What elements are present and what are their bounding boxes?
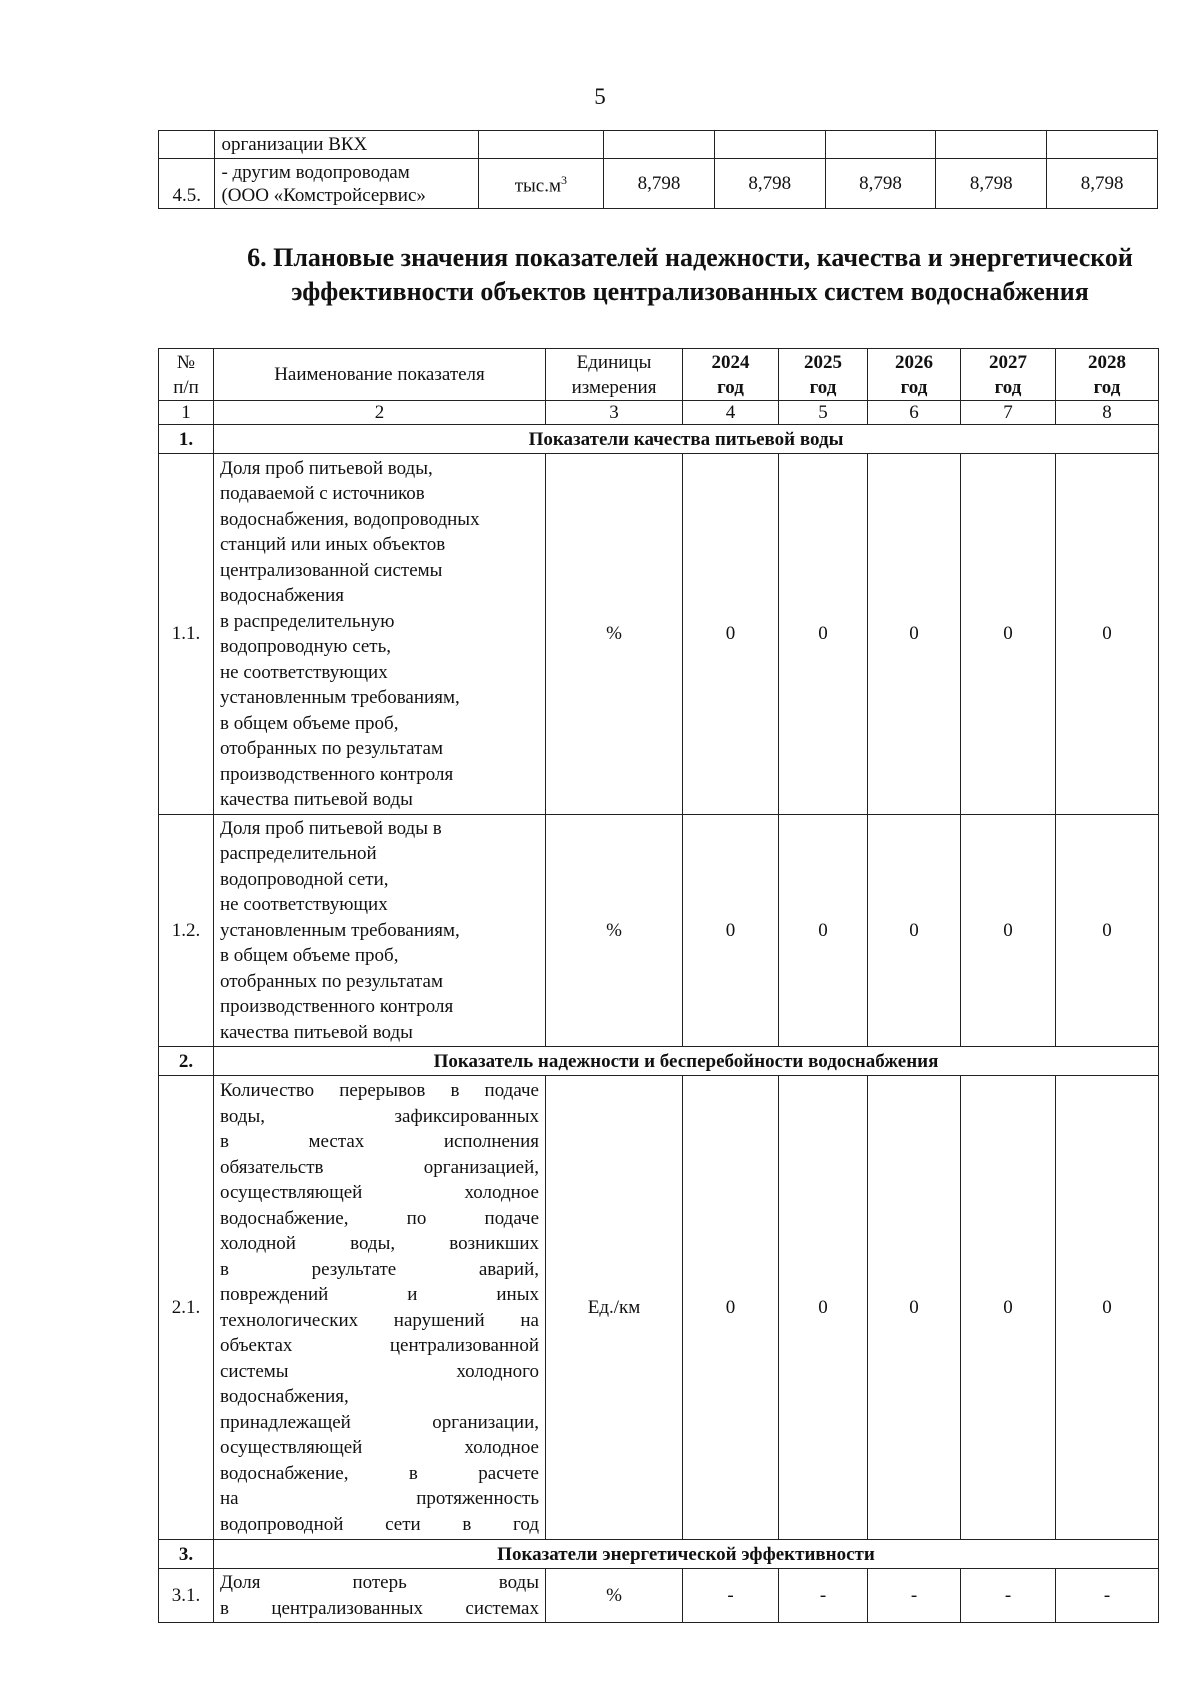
row-name-line: в распределительную [220, 610, 395, 632]
table-header-row [159, 349, 1159, 401]
value-cell: 8,798 [714, 159, 825, 209]
header-line: 2028 [1088, 351, 1126, 373]
value-cell: 0 [868, 454, 961, 815]
unit-superscript: 3 [560, 173, 567, 188]
value-cell: 0 [779, 1076, 868, 1540]
value-cell [714, 131, 825, 159]
row-name [214, 1569, 546, 1623]
column-index: 4 [683, 401, 779, 425]
value-cell: 0 [868, 815, 961, 1047]
row-name-line: Доля потерь воды [220, 1572, 539, 1593]
row-name-line: на протяженность [220, 1488, 539, 1509]
table-row [159, 159, 1158, 209]
row-name-line: не соответствующих [220, 894, 388, 916]
value-cell: 0 [961, 815, 1056, 1047]
row-number: 4.5. [159, 159, 215, 209]
row-name [215, 159, 478, 209]
row-name-line: в общем объеме проб, [220, 712, 399, 734]
row-name-line: отобранных по результатам [220, 738, 443, 759]
row-name-line: воды, зафиксированных [220, 1105, 539, 1127]
value-cell: 0 [779, 454, 868, 815]
row-name-line: системы холодного [220, 1360, 539, 1382]
value-cell [604, 131, 715, 159]
row-number: 1.2. [159, 815, 214, 1047]
row-name-line: Доля проб питьевой воды, [220, 457, 433, 479]
row-name-line: не соответствующих [220, 661, 388, 683]
group-row [159, 1047, 1159, 1076]
table-row [159, 131, 1158, 159]
value-cell: - [1056, 1569, 1159, 1623]
group-row [159, 425, 1159, 454]
header-line: Единицы [576, 351, 652, 373]
header-line: год [717, 376, 744, 398]
row-name-line: отобранных по результатам [220, 970, 443, 992]
table-row [159, 454, 1159, 815]
row-name-line: качества питьевой воды [220, 1021, 413, 1043]
header-year [683, 349, 779, 401]
continued-table [158, 130, 1158, 209]
row-name-line: водопроводной сети, [220, 868, 389, 890]
row-name [214, 815, 546, 1047]
group-number: 1. [159, 425, 214, 454]
value-cell: 0 [961, 1076, 1056, 1540]
header-year [779, 349, 868, 401]
value-cell: 8,798 [825, 159, 936, 209]
column-index: 8 [1056, 401, 1159, 425]
row-name-line: водоснабжения, водопроводных [220, 508, 480, 530]
group-number: 3. [159, 1540, 214, 1569]
group-number: 2. [159, 1047, 214, 1076]
row-name-line: технологических нарушений на [220, 1309, 539, 1331]
row-name-line: водоснабжения [220, 585, 345, 606]
header-line: год [994, 376, 1022, 398]
value-cell: 0 [683, 1076, 779, 1540]
group-title: Показатель надежности и бесперебойности водоснабжения [214, 1047, 1159, 1076]
value-cell: 0 [961, 454, 1056, 815]
header-name: Наименование показателя [214, 349, 546, 401]
value-cell: 0 [1056, 1076, 1159, 1540]
row-name-line: объектах централизованной [220, 1335, 539, 1356]
value-cell [1047, 131, 1158, 159]
row-name-line: подаваемой с источников [220, 483, 425, 504]
row-name-line: (ООО «Комстройсервис» [221, 184, 426, 206]
table-row [159, 815, 1159, 1047]
value-cell: 0 [683, 454, 779, 815]
value-cell: 0 [1056, 454, 1159, 815]
row-name-line: - другим водопроводам [221, 161, 410, 183]
row-unit [478, 159, 604, 209]
row-name-line: водоснабжение, в расчете [220, 1462, 539, 1484]
row-name-line: в централизованных системах [220, 1597, 539, 1619]
header-year [961, 349, 1056, 401]
column-index: 6 [868, 401, 961, 425]
row-unit: % [546, 815, 683, 1047]
row-name-line: водоснабжение, по подаче [220, 1207, 539, 1229]
column-index: 1 [159, 401, 214, 425]
column-index: 5 [779, 401, 868, 425]
indicators-table [158, 348, 1159, 1623]
row-name-line: обязательств организацией, [220, 1156, 539, 1178]
header-unit [546, 349, 683, 401]
row-name-line: водопроводной сети в год [220, 1513, 539, 1535]
header-line: № [176, 351, 196, 373]
row-name-line: производственного контроля [220, 763, 454, 785]
row-name [214, 1076, 546, 1540]
row-name-line: в результате аварий, [220, 1258, 539, 1280]
row-name-line: принадлежащей организации, [220, 1411, 539, 1433]
row-name-line: Количество перерывов в подаче [220, 1080, 539, 1101]
header-line: 2025 [804, 351, 842, 373]
unit-text: тыс.м [514, 175, 561, 197]
row-name-line: установленным требованиям, [220, 919, 460, 941]
row-name-line: станций или иных объектов [220, 534, 446, 555]
row-name-line: водопроводную сеть, [220, 636, 392, 657]
value-cell: 8,798 [936, 159, 1047, 209]
row-name-line: осуществляющей холодное [220, 1437, 539, 1458]
header-year [868, 349, 961, 401]
row-name-line: холодной воды, возникших [220, 1233, 539, 1254]
value-cell: 0 [779, 815, 868, 1047]
header-line: п/п [173, 376, 199, 398]
value-cell: 0 [868, 1076, 961, 1540]
value-cell: - [961, 1569, 1056, 1623]
value-cell [825, 131, 936, 159]
column-index: 2 [214, 401, 546, 425]
header-line: 2026 [895, 351, 933, 373]
header-line: год [900, 376, 928, 398]
column-index: 3 [546, 401, 683, 425]
row-name-line: централизованной системы [220, 559, 443, 581]
row-name-line: в местах исполнения [220, 1131, 539, 1152]
value-cell [936, 131, 1047, 159]
row-name-line: повреждений и иных [220, 1284, 539, 1305]
header-line: 2027 [989, 351, 1027, 373]
row-number: 1.1. [159, 454, 214, 815]
header-line: 2024 [711, 351, 750, 373]
header-line: год [1093, 376, 1121, 398]
row-name-line: Доля проб питьевой воды в [220, 817, 442, 839]
row-name-line: осуществляющей холодное [220, 1182, 539, 1203]
row-unit: % [546, 1569, 683, 1623]
row-number [159, 131, 215, 159]
page-number: 5 [594, 84, 606, 109]
value-cell: 8,798 [604, 159, 715, 209]
value-cell: 8,798 [1047, 159, 1158, 209]
column-index: 7 [961, 401, 1056, 425]
group-title: Показатели качества питьевой воды [214, 425, 1159, 454]
header-year [1056, 349, 1159, 401]
header-line: измерения [571, 376, 657, 398]
value-cell: 0 [683, 815, 779, 1047]
row-name-line: в общем объеме проб, [220, 945, 399, 967]
header-number [159, 349, 214, 401]
group-title: Показатели энергетической эффективности [214, 1540, 1159, 1569]
section-title: 6. Плановые значения показателей надежности, качества и энергетической эффективности объектов централизованных систем водоснабжения [247, 243, 1133, 306]
group-row [159, 1540, 1159, 1569]
row-name-line: водоснабжения, [220, 1386, 349, 1407]
value-cell: 0 [1056, 815, 1159, 1047]
value-cell: - [683, 1569, 779, 1623]
header-line: год [809, 376, 837, 398]
table-row [159, 1076, 1159, 1540]
table-row [159, 1569, 1159, 1623]
row-name-line: распределительной [220, 843, 377, 865]
value-cell: - [868, 1569, 961, 1623]
row-number: 3.1. [159, 1569, 214, 1623]
row-number: 2.1. [159, 1076, 214, 1540]
row-unit [478, 131, 604, 159]
row-name [214, 454, 546, 815]
row-unit: % [546, 454, 683, 815]
row-name-line: установленным требованиям, [220, 687, 460, 708]
row-name-line: производственного контроля [220, 996, 454, 1018]
value-cell: - [779, 1569, 868, 1623]
row-unit: Ед./км [546, 1076, 683, 1540]
column-index-row [159, 401, 1159, 425]
row-name: организации ВКХ [215, 131, 478, 159]
row-name-line: качества питьевой воды [220, 789, 413, 810]
